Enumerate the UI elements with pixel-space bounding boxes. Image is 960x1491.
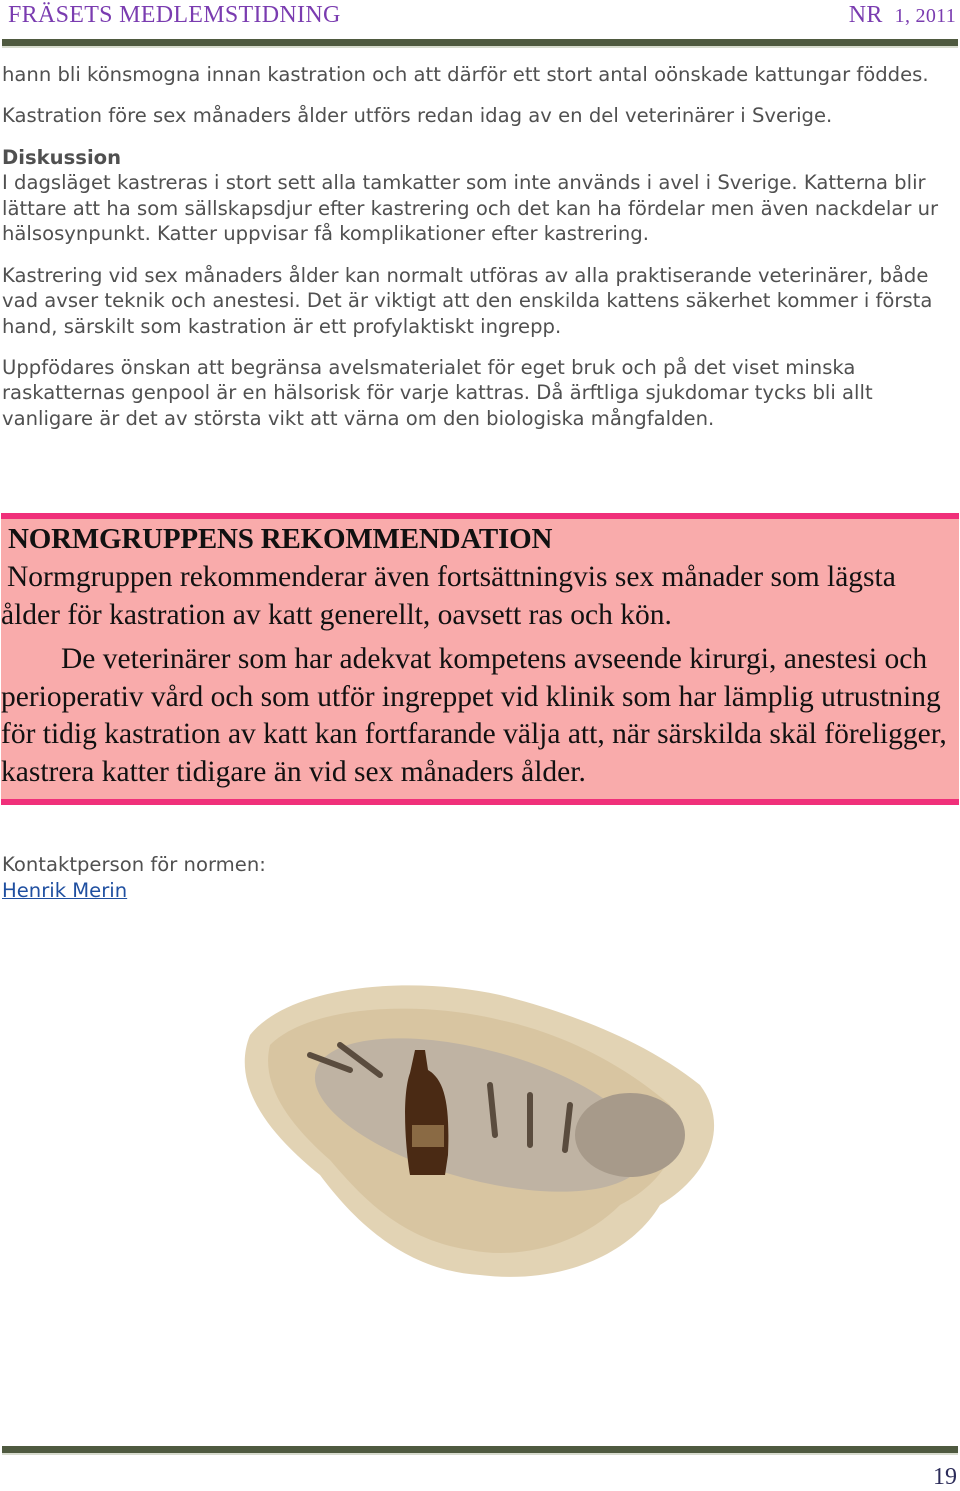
- paragraph: hann bli könsmogna innan kastration och att därför ett stort antal oönskade kattungar föddes.: [2, 63, 929, 86]
- section-heading: Diskussion: [2, 145, 122, 169]
- recommendation-text: Normgruppen rekommenderar även fortsättningvis sex månader som lägsta ålder för kastration av katt generellt, oavsett ras och kön.: [1, 561, 896, 631]
- paragraph: Uppfödares önskan att begränsa avelsmaterialet för eget bruk och på det viset minska raskatternas genpool är en hälsorisk för varje kattras. Då ärftliga sjukdomar tycks bli allt vanligare är det av största vikt att värna om den biologiska mångfalden.: [2, 355, 873, 430]
- issue-info: [849, 2, 956, 29]
- issue-number: 1, 2011: [894, 5, 956, 27]
- contact-block: [2, 852, 266, 904]
- sleeping-cat-illustration: [230, 975, 730, 1290]
- contact-label: Kontaktperson för normen:: [2, 853, 266, 876]
- recommendation-box: [1, 513, 959, 805]
- contact-link[interactable]: Henrik Merin: [2, 879, 128, 902]
- recommendation-heading: NORMGRUPPENS REKOMMENDATION: [8, 523, 553, 555]
- paragraph: Kastrering vid sex månaders ålder kan normalt utföras av alla praktiserande veterinärer, både vad avser teknik och anestesi. Det är viktigt att den enskilda kattens säkerhet kommer i första hand, särskilt som kastration är ett profylaktiskt ingrepp.: [2, 263, 933, 338]
- paragraph: I dagsläget kastreras i stort sett alla tamkatter som inte används i avel i Sverige. Katterna blir lättare att ha som sällskapsdjur efter kastrering och det kan ha fördelar men även nackdelar ur hälsosynpunkt. Katter uppvisar få komplikationer efter kastrering.: [2, 171, 939, 245]
- header-rule: [2, 39, 958, 46]
- paragraph: Kastration före sex månaders ålder utförs redan idag av en del veterinärer i Sverige.: [2, 104, 833, 127]
- article-body: [2, 62, 952, 447]
- publication-title: FRÄSETS MEDLEMSTIDNING: [8, 2, 341, 28]
- page-number: 19: [933, 1464, 957, 1490]
- issue-label: NR: [848, 2, 883, 28]
- recommendation-text: De veterinärer som har adekvat kompetens avseende kirurgi, anestesi och perioperativ vård och som utför ingreppet vid klinik som har lämplig utrustning för tidig kastration av katt kan fortfarande välja att, när särskilda skäl föreligger, kastrera katter tidigare än vid sex månaders ålder.: [1, 643, 947, 788]
- footer-rule: [2, 1446, 958, 1453]
